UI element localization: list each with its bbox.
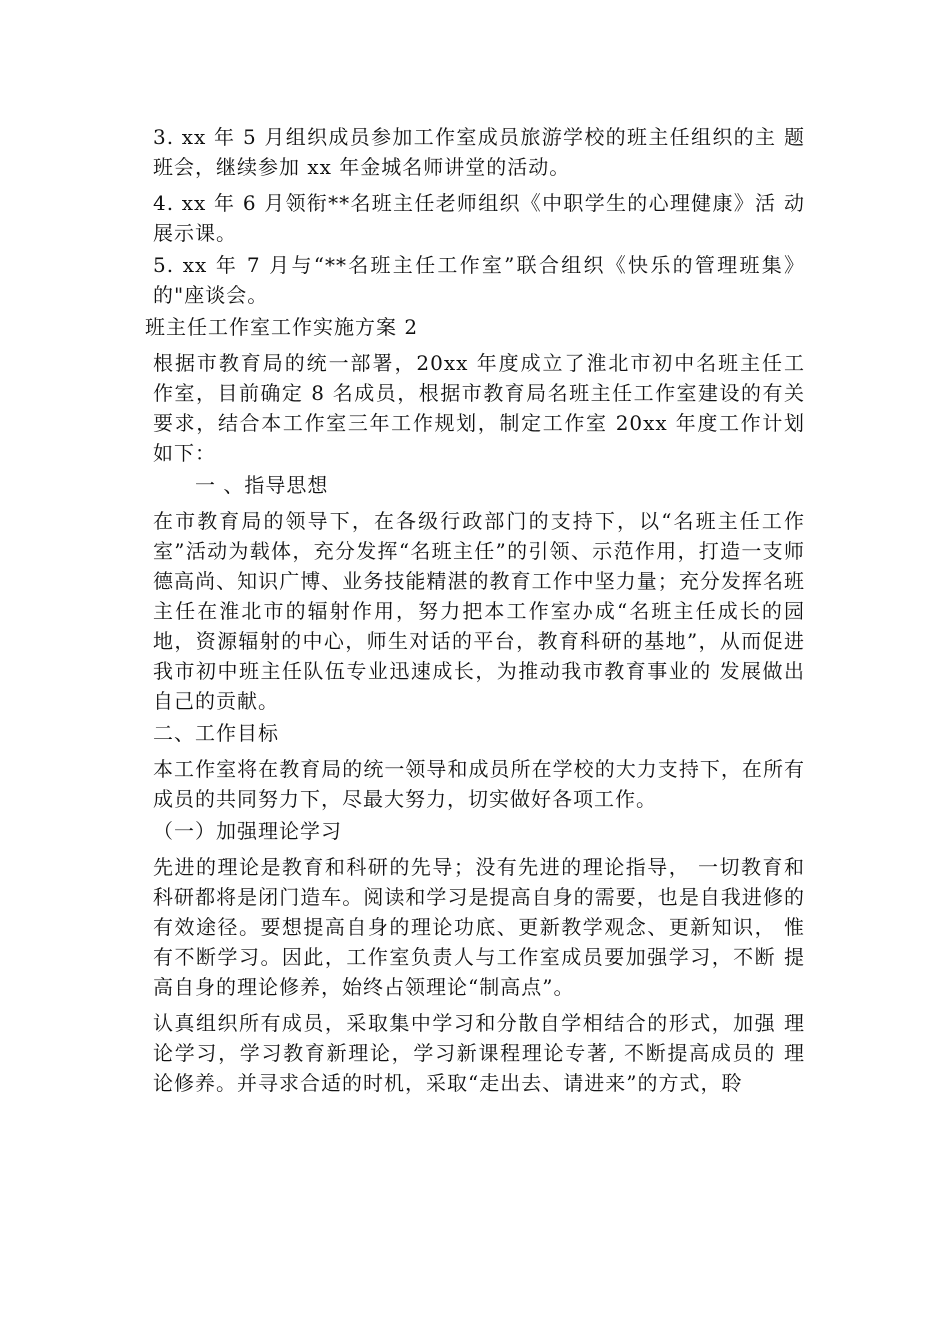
list-item-3: 3. xx 年 5 月组织成员参加工作室成员旅游学校的班主任组织的主 题班会，继续参加 xx 年金城名师讲堂的活动。 <box>153 125 805 179</box>
organize-members-paragraph: 认真组织所有成员，采取集中学习和分散自学相结合的形式，加强 理论学习，学习教育新理论，学习新课程理论专著, 不断提高成员的 理论修养。并寻求合适的时机，采取“走出去、请进来”的方式，聆 <box>153 1011 805 1095</box>
heading-theory-study: （一）加强理论学习 <box>153 819 342 843</box>
theory-study-paragraph: 先进的理论是教育和科研的先导；没有先进的理论指导， 一切教育和科研都将是闭门造车。阅读和学习是提高自身的需要，也是自我进修的有效途径。要想提高自身的理论功底、更新教学观念、更新知识， 惟有不断学习。因此，工作室负责人与工作室成员要加强学习，不断 提高自身的理论修养，始终占领理论“制高点”。 <box>153 855 805 999</box>
heading-guiding-ideology: 一 、指导思想 <box>195 473 329 497</box>
work-goals-paragraph: 本工作室将在教育局的统一领导和成员所在学校的大力支持下，在所有成员的共同努力下，尽最大努力，切实做好各项工作。 <box>153 757 805 811</box>
section-title: 班主任工作室工作实施方案 2 <box>145 315 419 339</box>
list-item-4: 4. xx 年 6 月领衔**名班主任老师组织《中职学生的心理健康》活 动展示课。 <box>153 191 805 245</box>
document-body <box>145 122 805 1100</box>
intro-paragraph: 根据市教育局的统一部署，20xx 年度成立了淮北市初中名班主任工 作室，目前确定 8 名成员，根据市教育局名班主任工作室建设的有关 要求，结合本工作室三年工作规划，制定工作室 20xx 年度工作计划 如下： <box>153 351 805 465</box>
heading-work-goals: 二、工作目标 <box>153 721 279 745</box>
guiding-ideology-paragraph: 在市教育局的领导下，在各级行政部门的支持下，以“名班主任工作室”活动为载体，充分发挥“名班主任”的引领、示范作用，打造一支师德高尚、知识广博、业务技能精湛的教育工作中坚力量；充分发挥名班主任在淮北市的辐射作用，努力把本工作室办成“名班主任成长的园地，资源辐射的中心，师生对话的平台，教育科研的基地”，从而促进我市初中班主任队伍专业迅速成长，为推动我市教育事业的 发展做出自己的贡献。 <box>153 509 805 713</box>
list-item-5: 5. xx 年 7 月与“**名班主任工作室”联合组织《快乐的管理班集》 的"座谈会。 <box>153 253 805 307</box>
